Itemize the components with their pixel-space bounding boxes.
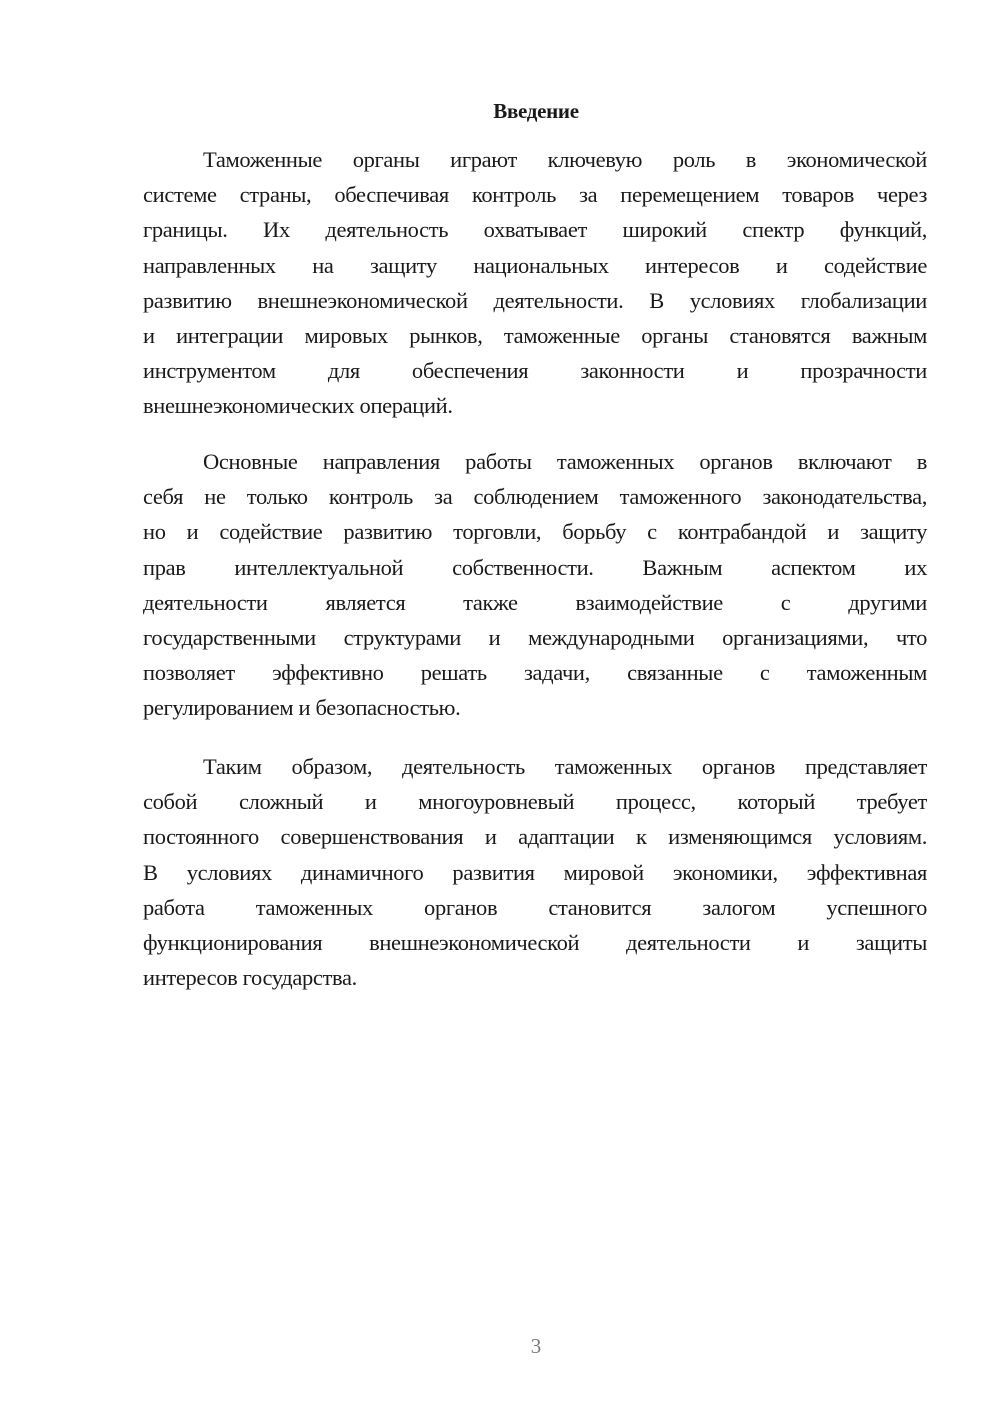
text-line: работа таможенных органов становится залогом успешного — [143, 894, 927, 920]
text-line: Основные направления работы таможенных органов включают в — [203, 449, 927, 474]
text-line: государственными структурами и международными организациями, что — [143, 624, 927, 650]
paragraph-2 — [143, 444, 927, 726]
text-line: собой сложный и многоуровневый процесс, который требует — [143, 789, 927, 815]
text-line: системе страны, обеспечивая контроль за перемещением товаров через — [143, 182, 927, 208]
paragraph-1 — [143, 142, 927, 424]
text-line: Таможенные органы играют ключевую роль в экономической — [203, 147, 927, 172]
text-line: границы. Их деятельность охватывает широкий спектр функций, — [143, 217, 927, 243]
text-line: В условиях динамичного развития мировой экономики, эффективная — [143, 859, 927, 885]
paragraph-3 — [143, 749, 927, 995]
text-line: интересов государства. — [143, 965, 357, 991]
text-line: функционирования внешнеэкономической деятельности и защиты — [143, 929, 927, 955]
text-line: регулированием и безопасностью. — [143, 695, 461, 721]
text-line: и интеграции мировых рынков, таможенные органы становятся важным — [143, 322, 927, 348]
text-line: прав интеллектуальной собственности. Важным аспектом их — [143, 554, 927, 580]
text-line: постоянного совершенствования и адаптации к изменяющимся условиям. — [143, 824, 927, 850]
text-line: но и содействие развитию торговли, борьбу с контрабандой и защиту — [143, 519, 927, 545]
text-line: инструментом для обеспечения законности и прозрачности — [143, 358, 927, 384]
text-line: Таким образом, деятельность таможенных органов представляет — [203, 754, 927, 779]
text-line: внешнеэкономических операций. — [143, 393, 453, 419]
text-line: развитию внешнеэкономической деятельности. В условиях глобализации — [143, 287, 927, 313]
text-line: позволяет эффективно решать задачи, связанные с таможенным — [143, 660, 927, 686]
text-line: деятельности является также взаимодействие с другими — [143, 589, 927, 615]
section-heading: Введение — [493, 99, 579, 123]
text-line: себя не только контроль за соблюдением таможенного законодательства, — [143, 484, 927, 510]
text-line: направленных на защиту национальных интересов и содействие — [143, 252, 927, 278]
page-number: 3 — [530, 1334, 542, 1358]
